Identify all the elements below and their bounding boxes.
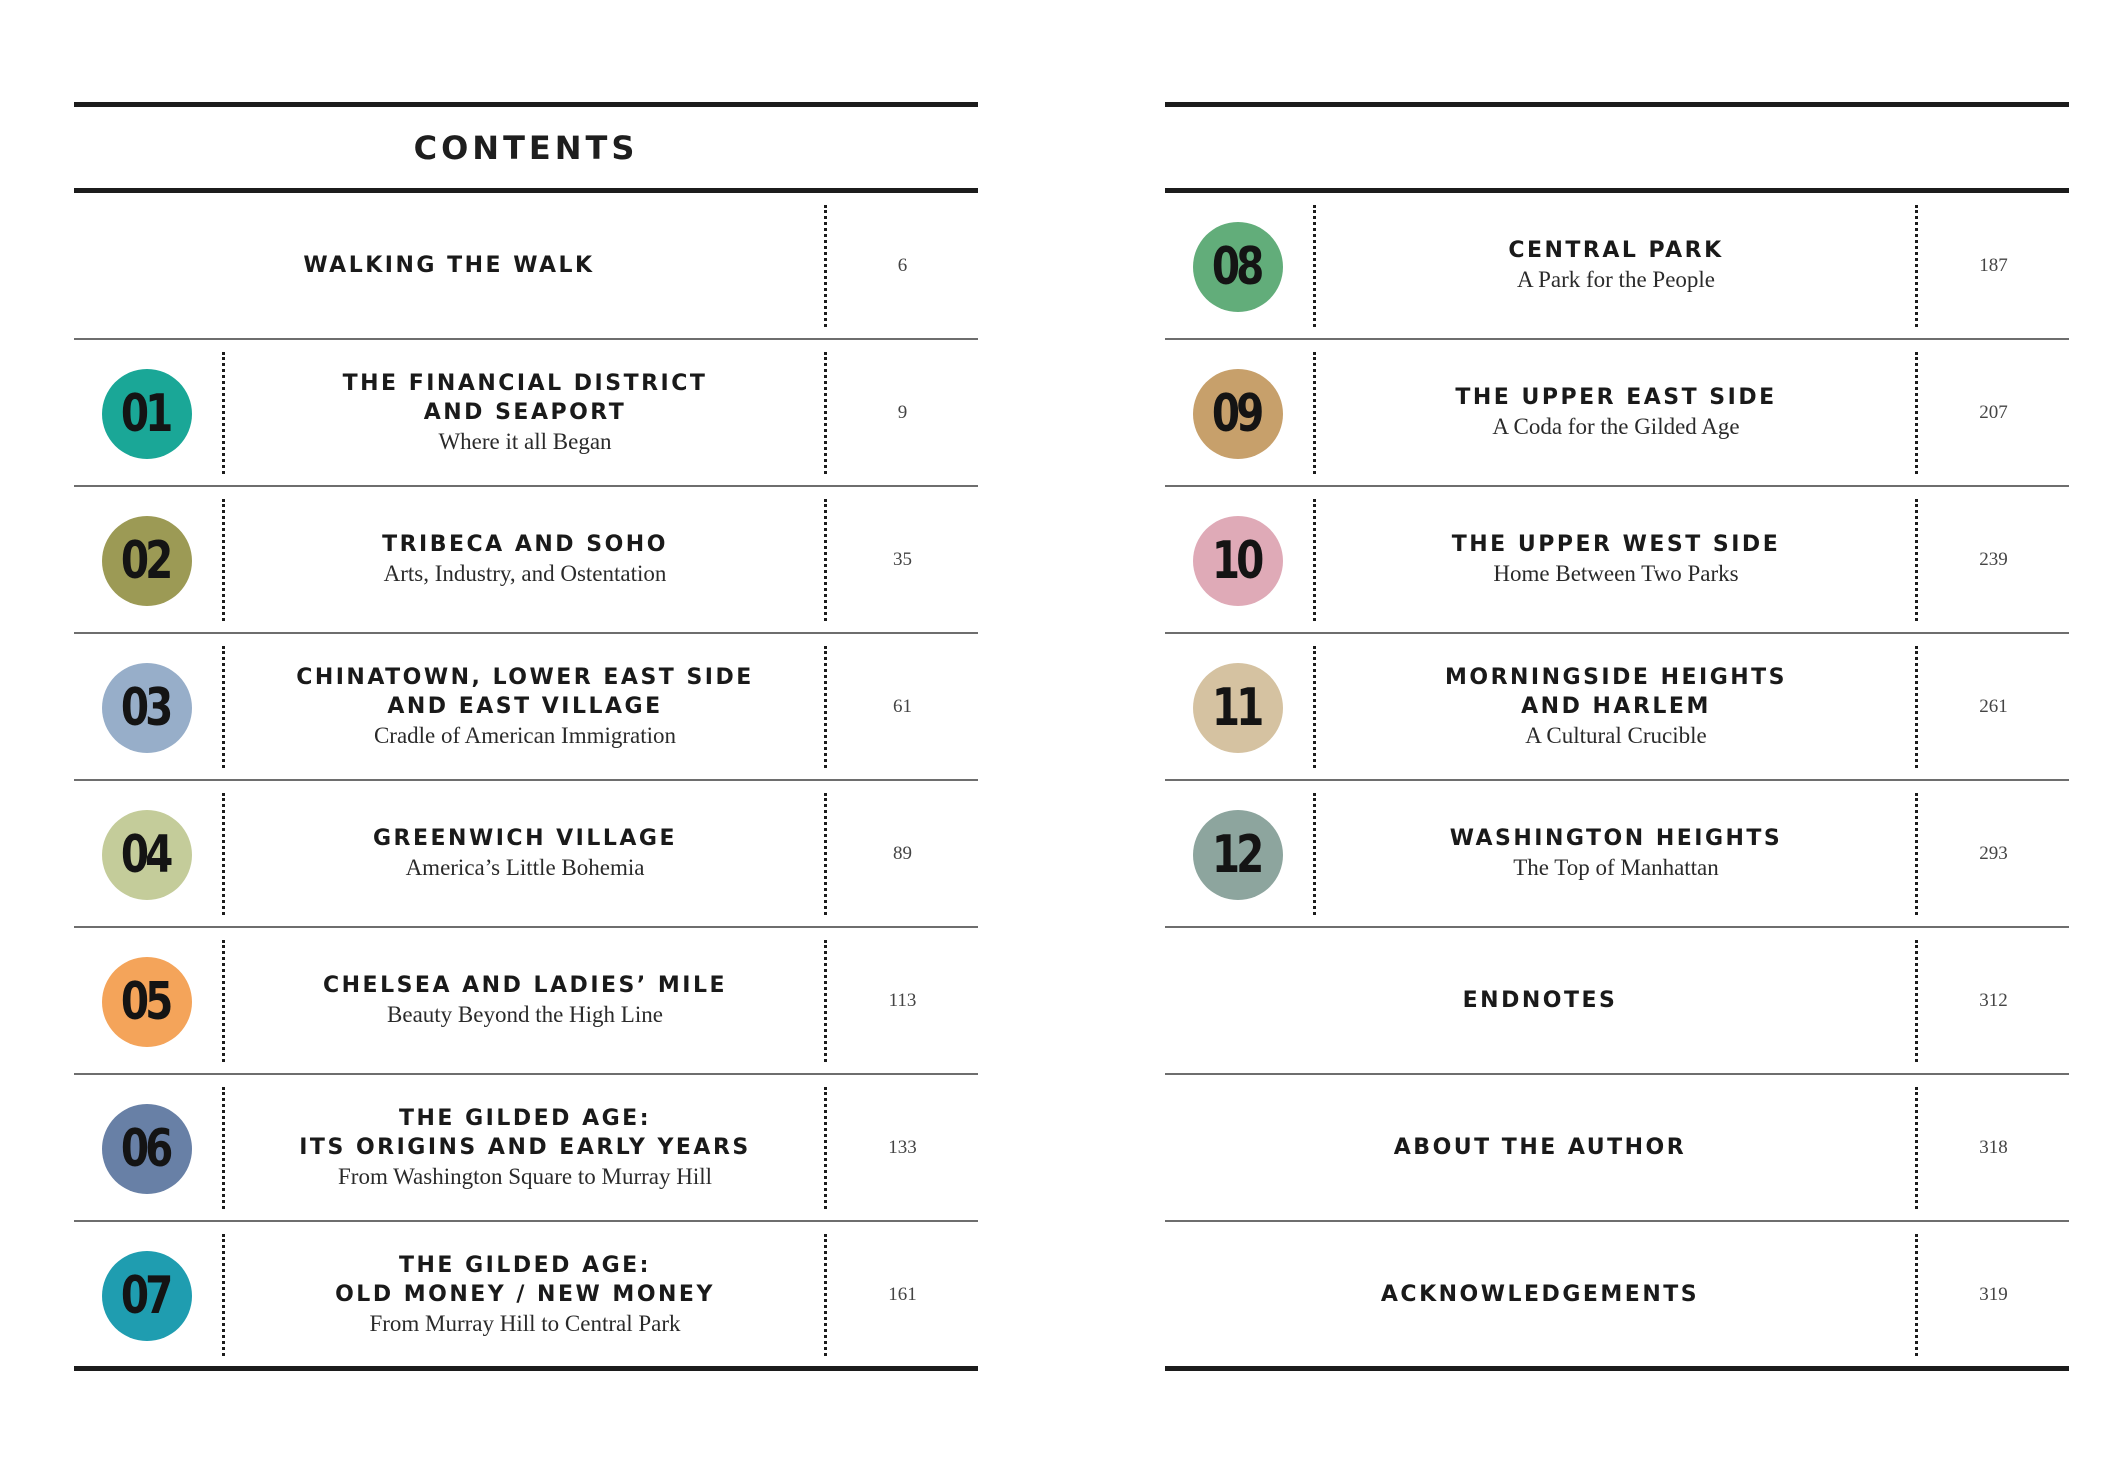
chapter-number-badge bbox=[1193, 516, 1283, 606]
chapter-number-badge bbox=[102, 663, 192, 753]
dotted-divider bbox=[222, 499, 225, 621]
chapter-number: 11 bbox=[1211, 678, 1261, 738]
page-number: 239 bbox=[1979, 548, 2008, 570]
chapter-text bbox=[226, 1075, 824, 1220]
chapter-number: 10 bbox=[1211, 531, 1261, 591]
dotted-divider bbox=[1313, 646, 1316, 768]
chapter-number: 02 bbox=[120, 531, 170, 591]
dotted-divider bbox=[222, 1234, 225, 1356]
chapter-title: TRIBECA AND SOHO bbox=[382, 532, 668, 557]
chapter-title: ABOUT THE AUTHOR bbox=[1393, 1135, 1687, 1160]
page-number: 113 bbox=[888, 989, 917, 1011]
chapter-title: WALKING THE WALK bbox=[303, 253, 595, 278]
chapter-subtitle: From Washington Square to Murray Hill bbox=[338, 1163, 712, 1189]
chapter-text bbox=[1317, 487, 1915, 632]
chapter-title: WASHINGTON HEIGHTS bbox=[1449, 826, 1783, 851]
chapter-title: GREENWICH VILLAGE bbox=[373, 826, 677, 851]
chapter-text bbox=[226, 928, 824, 1073]
top-rule bbox=[1165, 102, 2069, 107]
chapter-text bbox=[226, 340, 824, 485]
toc-row[interactable] bbox=[74, 193, 978, 340]
toc-row[interactable] bbox=[1165, 340, 2069, 487]
chapter-number: 05 bbox=[120, 972, 170, 1032]
page-number: 312 bbox=[1979, 989, 2008, 1011]
chapter-text bbox=[226, 634, 824, 779]
chapter-title: THE UPPER EAST SIDE bbox=[1455, 385, 1777, 410]
dotted-divider bbox=[222, 1087, 225, 1209]
toc-row[interactable] bbox=[1165, 928, 2069, 1075]
toc-row[interactable] bbox=[74, 1222, 978, 1369]
toc-row[interactable] bbox=[74, 634, 978, 781]
chapter-number: 06 bbox=[120, 1119, 170, 1179]
chapter-title: CENTRAL PARK bbox=[1508, 238, 1724, 263]
chapter-title: CHINATOWN, LOWER EAST SIDE AND EAST VILLAGE bbox=[296, 664, 754, 719]
toc-row[interactable] bbox=[74, 928, 978, 1075]
chapter-subtitle: The Top of Manhattan bbox=[1513, 855, 1719, 880]
page-title: CONTENTS bbox=[413, 129, 639, 167]
toc-row[interactable] bbox=[1165, 1222, 2069, 1369]
chapter-subtitle: Beauty Beyond the High Line bbox=[387, 1002, 663, 1027]
page-number: 207 bbox=[1979, 401, 2008, 423]
dotted-divider bbox=[1313, 205, 1316, 327]
page-number: 318 bbox=[1979, 1136, 2008, 1158]
toc-row[interactable] bbox=[74, 340, 978, 487]
toc-row[interactable] bbox=[1165, 1075, 2069, 1222]
chapter-subtitle: A Cultural Crucible bbox=[1525, 722, 1707, 748]
chapter-number-badge bbox=[1193, 663, 1283, 753]
chapter-number-badge bbox=[102, 369, 192, 459]
top-rule bbox=[74, 102, 978, 107]
chapter-title: ACKNOWLEDGEMENTS bbox=[1380, 1282, 1700, 1307]
chapter-number: 03 bbox=[120, 678, 170, 738]
chapter-text bbox=[226, 781, 824, 926]
toc-row[interactable] bbox=[1165, 634, 2069, 781]
page-number: 133 bbox=[888, 1136, 917, 1158]
toc-row[interactable] bbox=[74, 1075, 978, 1222]
chapter-number: 01 bbox=[120, 384, 170, 444]
dotted-divider bbox=[1313, 499, 1316, 621]
page-number: 319 bbox=[1979, 1283, 2008, 1305]
chapter-subtitle: Cradle of American Immigration bbox=[373, 722, 677, 748]
chapter-number-badge bbox=[1193, 810, 1283, 900]
chapter-title: THE UPPER WEST SIDE bbox=[1451, 532, 1781, 557]
bottom-rule bbox=[74, 1366, 978, 1371]
chapter-subtitle: A Coda for the Gilded Age bbox=[1492, 414, 1740, 439]
chapter-text bbox=[1165, 1222, 1915, 1367]
chapter-subtitle: Arts, Industry, and Ostentation bbox=[383, 561, 667, 586]
toc-row[interactable] bbox=[1165, 781, 2069, 928]
chapter-title: THE FINANCIAL DISTRICT AND SEAPORT bbox=[342, 370, 708, 425]
chapter-text bbox=[226, 487, 824, 632]
page-number: 6 bbox=[897, 254, 908, 276]
chapter-text bbox=[1317, 193, 1915, 338]
right-page bbox=[1165, 0, 2069, 1469]
chapter-number-badge bbox=[1193, 222, 1283, 312]
page-number: 89 bbox=[893, 842, 912, 864]
dotted-divider bbox=[1313, 793, 1316, 915]
chapter-number-badge bbox=[102, 1251, 192, 1341]
chapter-text bbox=[226, 1222, 824, 1367]
page-number: 61 bbox=[893, 695, 912, 717]
chapter-subtitle: Home Between Two Parks bbox=[1493, 561, 1739, 586]
toc-row[interactable] bbox=[1165, 193, 2069, 340]
chapter-number: 04 bbox=[120, 825, 170, 885]
dotted-divider bbox=[1313, 352, 1316, 474]
toc-row[interactable] bbox=[74, 781, 978, 928]
chapter-number-badge bbox=[1193, 369, 1283, 459]
chapter-text bbox=[1317, 634, 1915, 779]
toc-row[interactable] bbox=[74, 487, 978, 634]
dotted-divider bbox=[222, 352, 225, 474]
chapter-subtitle: A Park for the People bbox=[1516, 267, 1715, 292]
chapter-text bbox=[1317, 340, 1915, 485]
page-number: 161 bbox=[888, 1283, 917, 1305]
chapter-subtitle: From Murray Hill to Central Park bbox=[369, 1310, 681, 1336]
dotted-divider bbox=[222, 793, 225, 915]
chapter-text bbox=[1165, 1075, 1915, 1220]
chapter-number: 07 bbox=[120, 1266, 170, 1326]
contents-list-right bbox=[1165, 193, 2069, 1369]
page-number: 261 bbox=[1979, 695, 2008, 717]
chapter-text bbox=[1165, 928, 1915, 1073]
left-page bbox=[74, 0, 978, 1469]
page-number: 35 bbox=[893, 548, 912, 570]
chapter-title: THE GILDED AGE: ITS ORIGINS AND EARLY YEARS bbox=[299, 1105, 751, 1160]
chapter-number-badge bbox=[102, 516, 192, 606]
page-number: 293 bbox=[1979, 842, 2008, 864]
contents-list-left bbox=[74, 193, 978, 1369]
chapter-text bbox=[74, 193, 824, 338]
dotted-divider bbox=[222, 940, 225, 1062]
page-number: 187 bbox=[1979, 254, 2008, 276]
chapter-text bbox=[1317, 781, 1915, 926]
chapter-number-badge bbox=[102, 1104, 192, 1194]
chapter-subtitle: America’s Little Bohemia bbox=[405, 855, 645, 880]
bottom-rule bbox=[1165, 1366, 2069, 1371]
chapter-number: 12 bbox=[1211, 825, 1261, 885]
chapter-title: ENDNOTES bbox=[1462, 988, 1618, 1013]
chapter-subtitle: Where it all Began bbox=[438, 428, 612, 454]
chapter-number-badge bbox=[102, 810, 192, 900]
page-number: 9 bbox=[897, 401, 908, 423]
chapter-title: MORNINGSIDE HEIGHTS AND HARLEM bbox=[1444, 664, 1788, 719]
chapter-number: 09 bbox=[1211, 384, 1261, 444]
chapter-number: 08 bbox=[1211, 237, 1261, 297]
chapter-title: CHELSEA AND LADIES’ MILE bbox=[322, 973, 728, 998]
dotted-divider bbox=[222, 646, 225, 768]
chapter-title: THE GILDED AGE: OLD MONEY / NEW MONEY bbox=[335, 1252, 715, 1307]
toc-row[interactable] bbox=[1165, 487, 2069, 634]
chapter-number-badge bbox=[102, 957, 192, 1047]
